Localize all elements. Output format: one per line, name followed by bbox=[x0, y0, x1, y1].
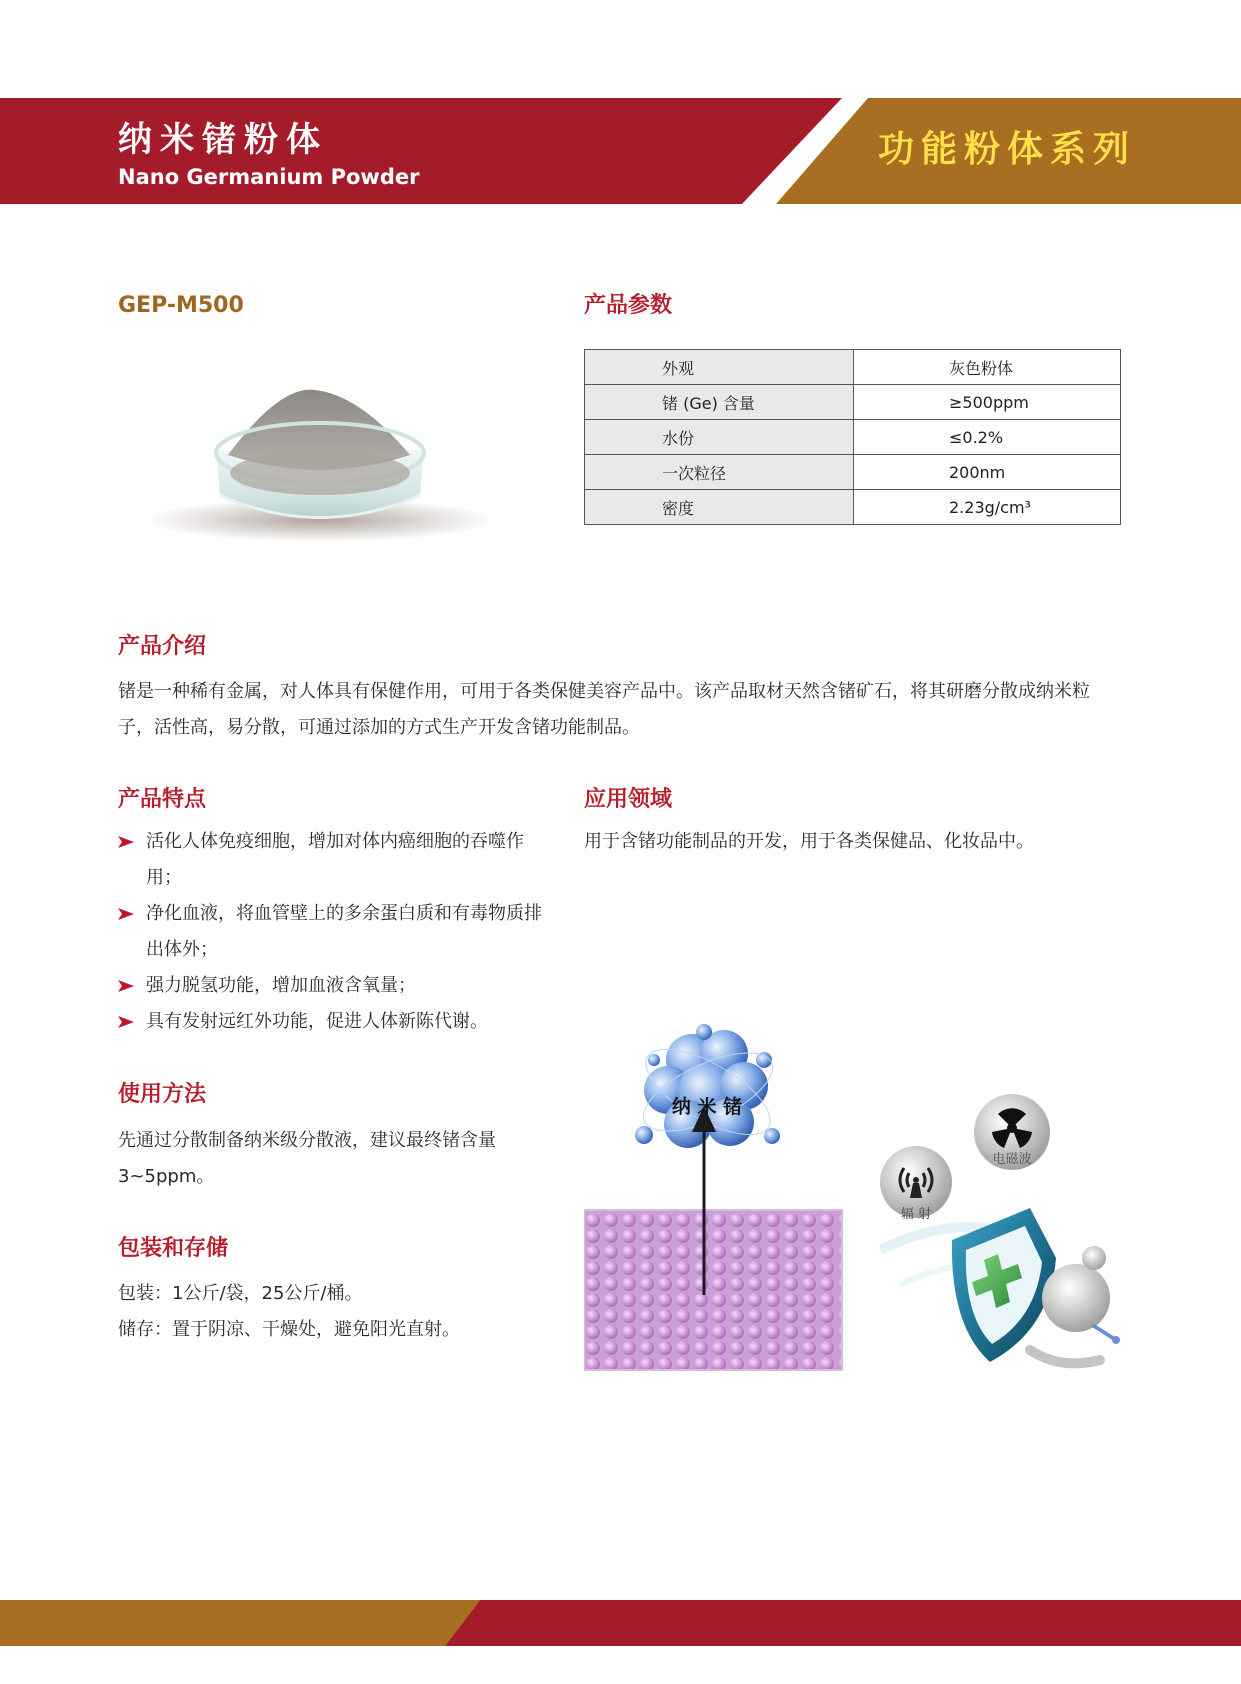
packaging-heading: 包装和存储 bbox=[118, 1236, 229, 1261]
usage-heading: 使用方法 bbox=[118, 1082, 207, 1107]
param-value: ≤0.2% bbox=[854, 420, 1121, 455]
table-row bbox=[585, 385, 1121, 420]
param-value: 200nm bbox=[854, 455, 1121, 490]
param-key: 密度 bbox=[585, 490, 854, 525]
character-figure bbox=[1042, 1264, 1110, 1332]
red-arrow-bullet-icon bbox=[118, 1016, 134, 1028]
features-list bbox=[118, 824, 558, 1040]
red-arrow-bullet-icon bbox=[118, 980, 134, 992]
feature-text: 具有发射远红外功能，促进人体新陈代谢。 bbox=[146, 1011, 488, 1032]
list-item bbox=[118, 1004, 558, 1040]
product-title-en: Nano Germanium Powder bbox=[118, 165, 420, 189]
param-value: 2.23g/cm³ bbox=[854, 490, 1121, 525]
table-row bbox=[585, 490, 1121, 525]
list-item bbox=[118, 896, 558, 968]
table-row bbox=[585, 455, 1121, 490]
applications-heading: 应用领域 bbox=[584, 787, 673, 812]
powder-dish-photo bbox=[140, 355, 500, 555]
series-title: 功能粉体系列 bbox=[878, 129, 1137, 170]
red-arrow-bullet-icon bbox=[118, 836, 134, 848]
product-code: GEP-M500 bbox=[118, 293, 244, 318]
table-row bbox=[585, 420, 1121, 455]
footer-red-band bbox=[445, 1600, 1241, 1646]
param-key: 外观 bbox=[585, 350, 854, 385]
list-item bbox=[118, 824, 558, 896]
params-table bbox=[584, 349, 1121, 525]
list-item bbox=[118, 968, 558, 1004]
param-key: 一次粒径 bbox=[585, 455, 854, 490]
red-arrow-bullet-icon bbox=[118, 908, 134, 920]
table-row bbox=[585, 350, 1121, 385]
footer-banner bbox=[0, 1600, 1241, 1646]
nano-label: 纳 米 锗 bbox=[671, 1096, 743, 1118]
param-key: 锗 (Ge) 含量 bbox=[585, 385, 854, 420]
feature-text: 强力脱氢功能，增加血液含氧量； bbox=[146, 975, 416, 996]
footer-gold-band bbox=[0, 1600, 480, 1646]
packaging-pack-text: 包装：1公斤/袋，25公斤/桶。 bbox=[118, 1283, 363, 1304]
usage-text: 先通过分散制备纳米级分散液，建议最终锗含量3~5ppm。 bbox=[118, 1130, 496, 1187]
features-heading: 产品特点 bbox=[118, 787, 207, 812]
param-value: ≥500ppm bbox=[854, 385, 1121, 420]
footer-background bbox=[0, 1600, 1241, 1646]
intro-heading: 产品介绍 bbox=[118, 634, 207, 659]
params-heading: 产品参数 bbox=[584, 293, 673, 318]
param-key: 水份 bbox=[585, 420, 854, 455]
param-value: 灰色粉体 bbox=[854, 350, 1121, 385]
applications-text: 用于含锗功能制品的开发，用于各类保健品、化妆品中。 bbox=[584, 831, 1034, 852]
intro-text: 锗是一种稀有金属，对人体具有保健作用，可用于各类保健美容产品中。该产品取材天然含锗矿石，将其研磨分散成纳米粒子，活性高，易分散，可通过添加的方式生产开发含锗功能制品。 bbox=[118, 681, 1090, 738]
radiation-shield-illustration bbox=[880, 1090, 1120, 1385]
radiation-label: 辐 射 bbox=[900, 1207, 932, 1222]
feature-text: 净化血液，将血管壁上的多余蛋白质和有毒物质排出体外； bbox=[146, 903, 542, 960]
nano-germanium-lattice-illustration bbox=[584, 1020, 844, 1376]
packaging-storage-text: 储存：置于阴凉、干燥处，避免阳光直射。 bbox=[118, 1319, 460, 1340]
em-wave-label: 电磁波 bbox=[992, 1152, 1032, 1167]
feature-text: 活化人体免疫细胞，增加对体内癌细胞的吞噬作用； bbox=[146, 831, 524, 888]
product-title-cn: 纳米锗粉体 bbox=[118, 120, 328, 160]
